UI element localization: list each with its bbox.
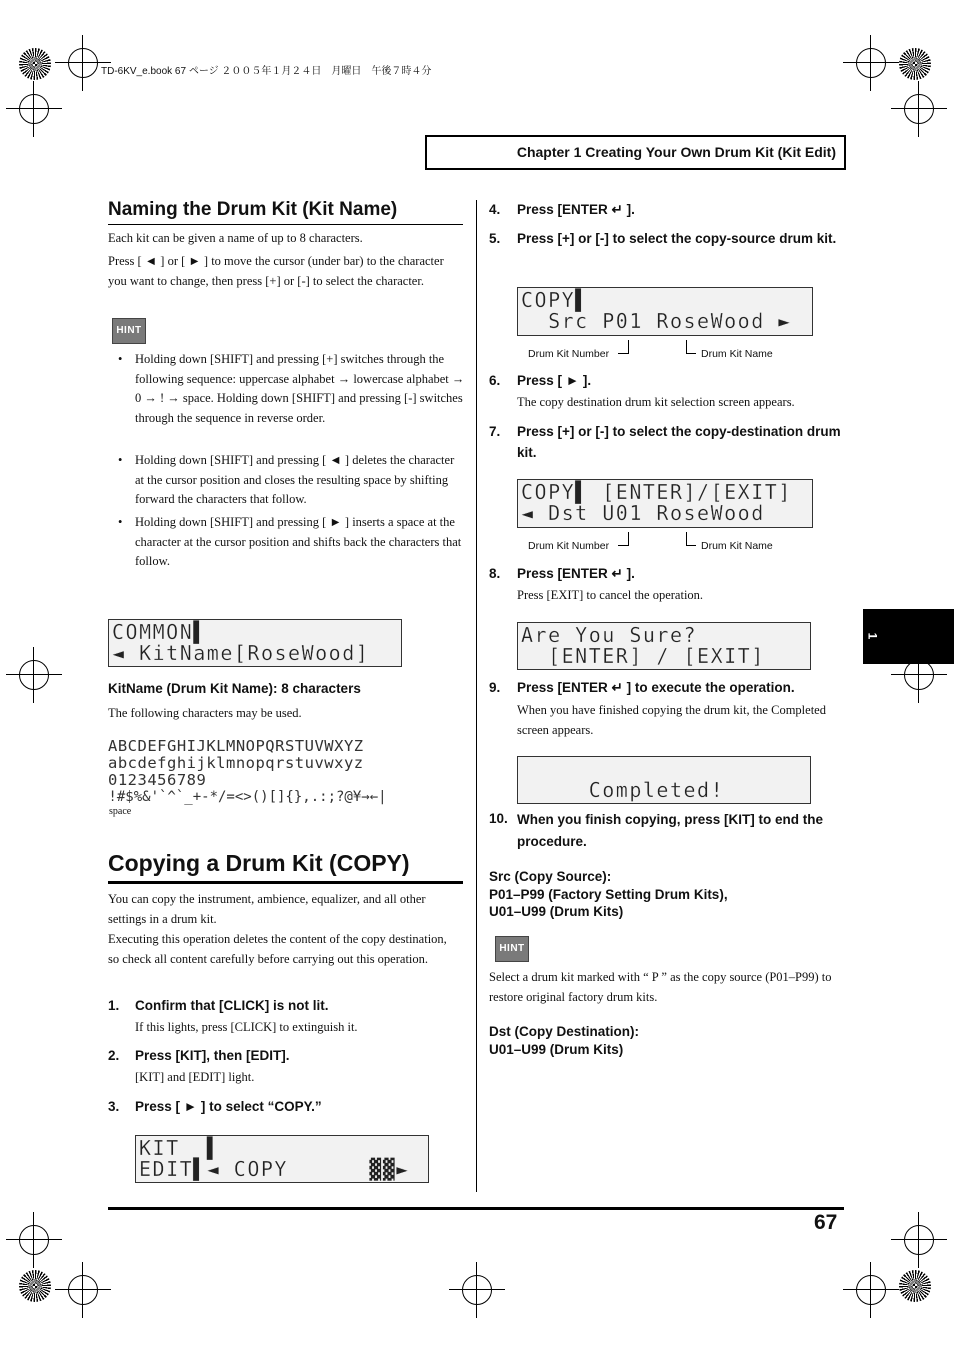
step-number: 8. [489, 566, 501, 581]
lcd-line: Src P01 RoseWood ► [521, 309, 792, 333]
kitname-text: The following characters may be used. [108, 706, 302, 720]
heading-rule [108, 224, 463, 225]
step-number: 2. [108, 1048, 120, 1063]
step-text: Press [ENTER ↵ ]. [517, 202, 635, 217]
chapter-header-box [425, 135, 846, 170]
registration-sunburst-mark [19, 48, 51, 80]
step-text: When you finish copying, press [KIT] to end the procedure. [517, 812, 824, 849]
hint-bullet-marker: • [118, 453, 123, 467]
hint-text: Select a drum kit marked with “ P ” as the copy source (P01–P99) to restore original factory drum kits. [489, 970, 832, 1004]
step-text: Press [ENTER ↵ ]. [517, 566, 635, 581]
crosshair-mark [19, 94, 49, 124]
chapter-side-tab [863, 609, 954, 664]
lcd-line: KIT ▌ [139, 1136, 221, 1160]
step-sub: When you have finished copying the drum kit, the Completed screen appears. [517, 703, 826, 737]
crosshair-mark [856, 1275, 886, 1305]
lcd-are-you-sure-screen [517, 622, 811, 670]
crosshair-mark [856, 48, 886, 78]
lcd-copy-source-screen [517, 287, 813, 336]
step-number: 1. [108, 998, 120, 1013]
footer-rule [108, 1207, 844, 1210]
hint-bullet-text: Holding down [SHIFT] and pressing [ ► ] inserts a space at the character at the cursor position and shifts back the characters that follow. [135, 515, 462, 568]
lcd-completed-screen [517, 756, 811, 804]
caption-arrow [686, 353, 696, 354]
step-text: Press [ ► ] to select “COPY.” [135, 1099, 322, 1114]
lcd-line: COMMON▌ [112, 620, 207, 644]
caption-drum-kit-name: Drum Kit Name [701, 348, 773, 360]
crosshair-mark [19, 1225, 49, 1255]
hint-bullet-marker: • [118, 515, 123, 529]
src-heading-line: U01–U99 (Drum Kits) [489, 904, 624, 919]
crosshair-mark [462, 1275, 492, 1305]
step-text: Press [+] or [-] to select the copy-source drum kit. [517, 231, 837, 246]
step-text: Press [ ► ]. [517, 373, 592, 388]
step-number: 4. [489, 202, 501, 217]
lcd-line: Are You Sure? [521, 623, 698, 647]
lcd-kitedit-screen [135, 1135, 429, 1183]
hint-icon [112, 318, 146, 344]
dst-heading-line: Dst (Copy Destination): [489, 1024, 639, 1039]
hint-label: HINT [499, 943, 525, 954]
lcd-line: ◄ Dst U01 RoseWood [521, 501, 765, 525]
kit-name-heading: Naming the Drum Kit (Kit Name) [108, 199, 398, 220]
crosshair-mark [68, 48, 98, 78]
step-number: 9. [489, 680, 501, 695]
step-sub: If this lights, press [CLICK] to extinguish it. [135, 1020, 358, 1034]
page-number: 67 [814, 1211, 838, 1234]
step-number: 3. [108, 1099, 120, 1114]
caption-drum-kit-number: Drum Kit Number [528, 540, 610, 552]
lcd-line: COPY▌ [521, 288, 589, 312]
caption-drum-kit-number: Drum Kit Number [528, 348, 610, 360]
crosshair-mark [904, 1225, 934, 1255]
lcd-line: COPY▌ [ENTER]/[EXIT] [521, 480, 792, 504]
caption-arrow [686, 340, 687, 354]
registration-sunburst-mark [899, 48, 931, 80]
registration-sunburst-mark [899, 1270, 931, 1302]
registration-sunburst-mark [19, 1270, 51, 1302]
step-sub: The copy destination drum kit selection screen appears. [517, 395, 795, 409]
dst-heading-line: U01–U99 (Drum Kits) [489, 1042, 624, 1057]
copy-paragraph: Executing this operation deletes the content of the copy destination, so check all content carefully before carrying out this operation. [108, 932, 447, 966]
hint-icon [495, 936, 529, 962]
caption-arrow [628, 340, 629, 354]
file-info-line: TD-6KV_e.book 67 ページ ２００５年１月２４日 月曜日 午後７時４分 [101, 66, 432, 77]
step-number: 5. [489, 231, 501, 246]
step-text: Press [ENTER ↵ ] to execute the operation. [517, 680, 795, 695]
step-text: Press [+] or [-] to select the copy-destination drum kit. [517, 424, 841, 460]
caption-arrow [686, 532, 687, 546]
lcd-copy-destination-screen [517, 479, 813, 528]
copy-paragraph: You can copy the instrument, ambience, equalizer, and all other settings in a drum kit. [108, 892, 426, 926]
crosshair-mark [904, 660, 934, 690]
caption-arrow [618, 353, 628, 354]
src-heading-line: Src (Copy Source): [489, 869, 612, 884]
charset-line: 0123456789 [108, 771, 207, 789]
hint-bullet-text: Holding down [SHIFT] and pressing [+] switches through the following sequence: uppercase alphabet → lowercase alphabet → 0 → ! → space. Holding down [SHIFT] and pressing [-] switches through the sequence in reverse order. [135, 352, 465, 425]
hint-label: HINT [116, 325, 142, 336]
crosshair-mark [68, 1275, 98, 1305]
dst-heading [489, 1023, 639, 1059]
kit-name-paragraph: Each kit can be given a name of up to 8 characters. [108, 231, 363, 245]
src-heading [489, 868, 728, 921]
lcd-kitname-screen [108, 619, 402, 667]
src-heading-line: P01–P99 (Factory Setting Drum Kits), [489, 886, 728, 902]
heading-rule-thick [108, 881, 463, 884]
step-number: 10. [489, 811, 508, 826]
lcd-line: ◄ KitName[RoseWood] [112, 641, 370, 665]
charset-line: !#$%&'`^`_+-*/=<>()[]{},.:;?@¥→←| [100, 789, 387, 805]
hint-bullet-text: Holding down [SHIFT] and pressing [ ◄ ] deletes the character at the cursor position and closes the resulting space by shifting forward the characters that follow. [135, 453, 455, 506]
step-number: 7. [489, 424, 501, 439]
kitname-subheading: KitName (Drum Kit Name): 8 characters [108, 681, 361, 696]
side-tab-label: 1 [865, 632, 880, 640]
caption-drum-kit-name: Drum Kit Name [701, 540, 773, 552]
chapter-title: Chapter 1 Creating Your Own Drum Kit (Kit Edit) [516, 144, 836, 160]
step-text: Confirm that [CLICK] is not lit. [135, 998, 329, 1013]
crosshair-mark [904, 94, 934, 124]
copy-heading: Copying a Drum Kit (COPY) [108, 850, 410, 876]
lcd-line: [ENTER] / [EXIT] [521, 644, 765, 668]
caption-arrow [628, 532, 629, 546]
step-text: Press [KIT], then [EDIT]. [135, 1048, 290, 1063]
column-divider [476, 200, 477, 1192]
caption-arrow [618, 545, 628, 546]
charset-line: abcdefghijklmnopqrstuvwxyz [108, 754, 364, 772]
step-sub: Press [EXIT] to cancel the operation. [517, 588, 704, 602]
kit-name-paragraph: Press [ ◄ ] or [ ► ] to move the cursor (under bar) to the character you want to change, then press [+] or [-] to select the character. [108, 254, 444, 288]
caption-arrow [686, 545, 696, 546]
lcd-line: EDIT▌◄ COPY ▓▓► [139, 1157, 410, 1181]
crosshair-mark [19, 660, 49, 690]
step-number: 6. [489, 373, 501, 388]
hint-bullet-marker: • [118, 352, 123, 366]
space-label: space [109, 806, 132, 817]
lcd-line: Completed! [521, 778, 725, 802]
step-sub: [KIT] and [EDIT] light. [135, 1070, 255, 1084]
charset-line: ABCDEFGHIJKLMNOPQRSTUVWXYZ [108, 737, 364, 755]
